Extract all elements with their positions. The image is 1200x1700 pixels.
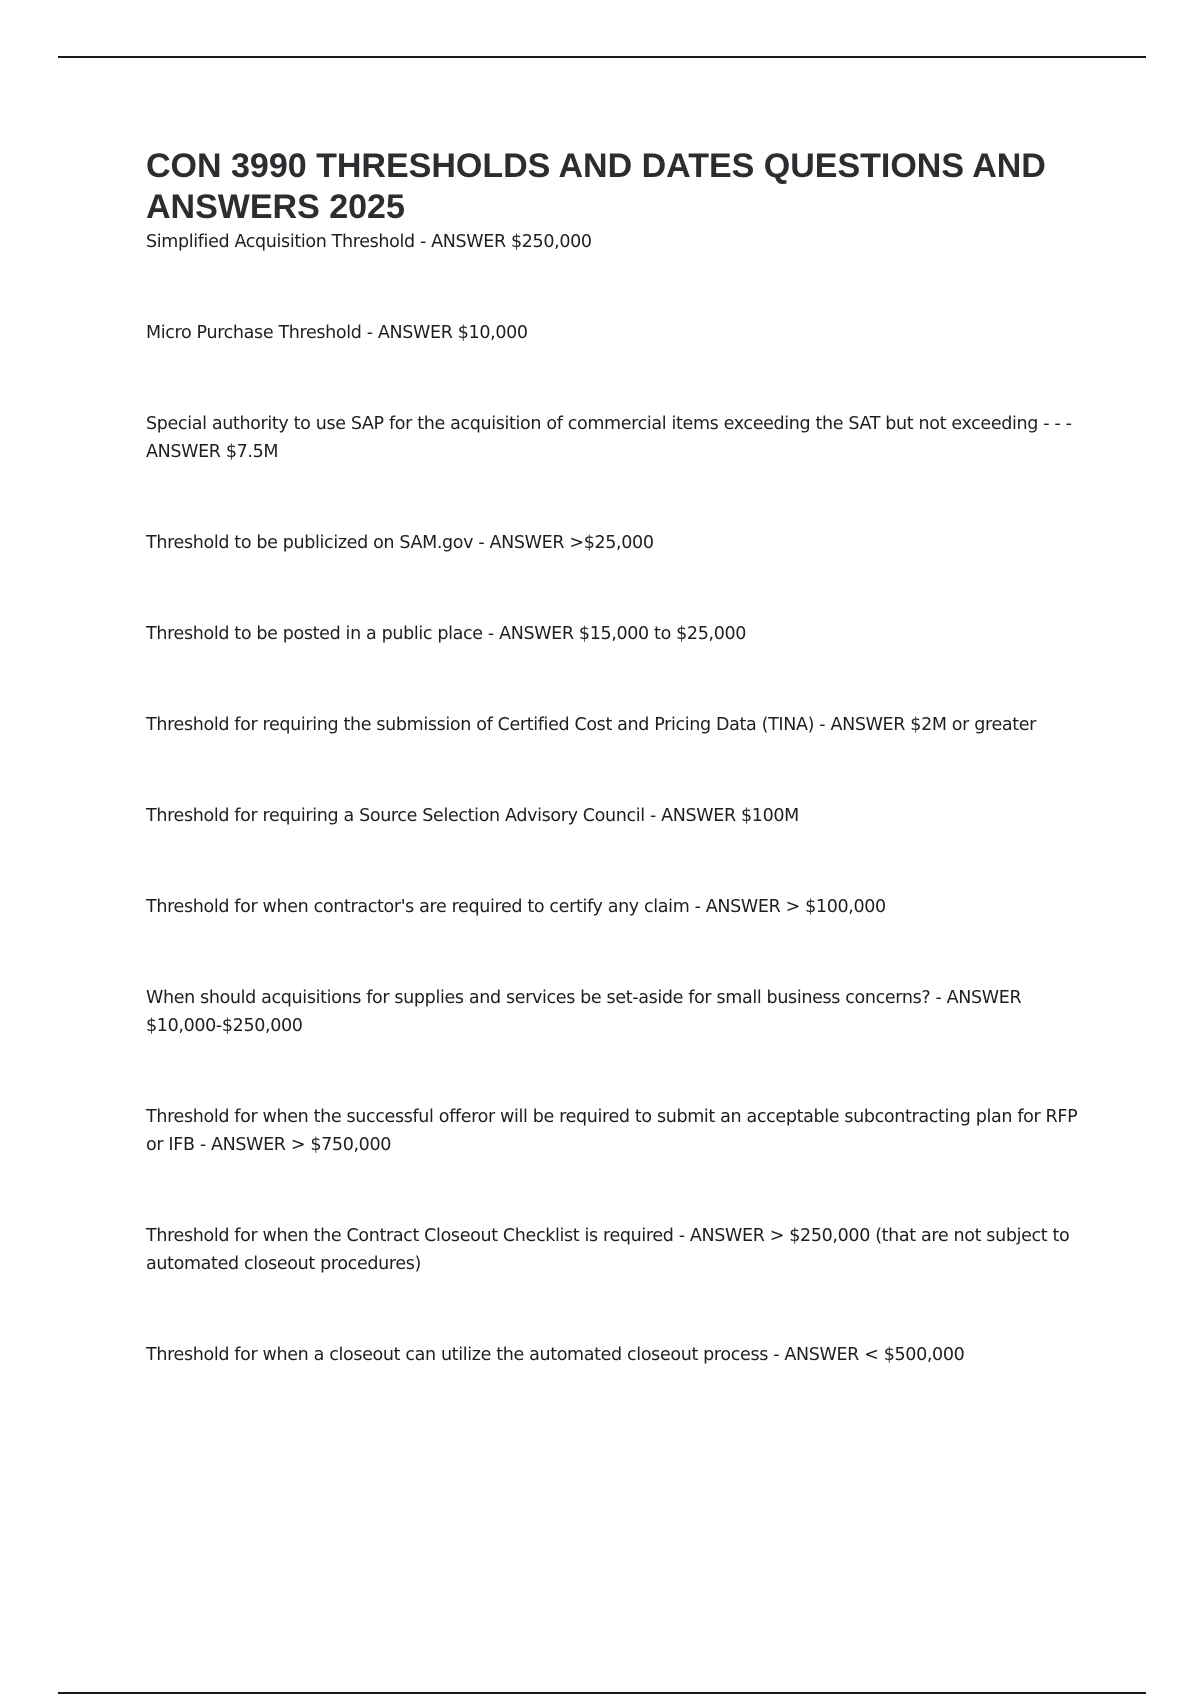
question-text: Special authority to use SAP for the acquisition of commercial items exceeding the SAT but not exceeding - -: [146, 414, 1061, 434]
qa-item: [146, 984, 1096, 1040]
question-text: Threshold for when the successful offeror will be required to submit an acceptable subcontracting plan for RFP or IFB: [146, 1107, 1078, 1155]
qa-item: [146, 711, 1096, 739]
answer-text: $2M or greater: [910, 715, 1037, 735]
question-text: Threshold for when contractor's are required to certify any claim: [146, 897, 690, 917]
document-body: [146, 146, 1096, 1369]
answer-separator: - ANSWER: [767, 1345, 865, 1365]
answer-separator: - ANSWER: [814, 715, 911, 735]
question-text: Micro Purchase Threshold: [146, 323, 362, 343]
answer-separator: - ANSWER: [414, 232, 511, 252]
answer-separator: - ANSWER: [930, 988, 1022, 1008]
qa-list: [146, 228, 1096, 1369]
question-text: Threshold for when the Contract Closeout Checklist is required: [146, 1226, 674, 1246]
answer-text: >$25,000: [569, 533, 654, 553]
qa-item: [146, 410, 1096, 466]
answer-text: > $750,000: [290, 1135, 392, 1155]
qa-item: [146, 1222, 1096, 1278]
answer-separator: - ANSWER: [361, 323, 458, 343]
answer-text: $250,000: [510, 232, 592, 252]
answer-text: > $100,000: [785, 897, 886, 917]
answer-separator: - ANSWER: [482, 624, 579, 644]
answer-text: < $500,000: [864, 1345, 965, 1365]
answer-text: $15,000 to $25,000: [578, 624, 747, 644]
bottom-rule: [58, 1692, 1146, 1694]
answer-text: $10,000: [457, 323, 528, 343]
question-text: Threshold to be posted in a public place: [146, 624, 483, 644]
qa-item: [146, 529, 1096, 557]
qa-item: [146, 1341, 1096, 1369]
answer-separator: - ANSWER: [673, 1226, 770, 1246]
qa-item: [146, 319, 1096, 347]
top-rule: [58, 56, 1146, 58]
document-title: CON 3990 THRESHOLDS AND DATES QUESTIONS AND ANSWERS 2025: [146, 147, 1046, 226]
answer-text: $100M: [741, 806, 799, 826]
qa-item: [146, 620, 1096, 648]
answer-separator: - ANSWER: [473, 533, 570, 553]
answer-separator: - ANSWER: [644, 806, 741, 826]
question-text: When should acquisitions for supplies and services be set-aside for small business concerns?: [146, 988, 931, 1008]
answer-separator: - ANSWER: [194, 1135, 291, 1155]
question-text: Threshold to be publicized on SAM.gov: [146, 533, 474, 553]
question-text: Simplified Acquisition Threshold: [146, 232, 415, 252]
answer-text: $10,000-$250,000: [146, 1016, 303, 1036]
answer-text: $7.5M: [225, 442, 279, 462]
answer-text: > $250,000 (that are not subject to automated closeout procedures): [146, 1226, 1070, 1274]
answer-separator: - ANSWER: [146, 414, 1072, 462]
question-text: Threshold for requiring a Source Selection Advisory Council: [146, 806, 645, 826]
qa-item: [146, 802, 1096, 830]
qa-item: [146, 228, 1096, 256]
qa-item: [146, 1103, 1096, 1159]
answer-separator: - ANSWER: [689, 897, 786, 917]
question-text: Threshold for when a closeout can utilize the automated closeout process: [146, 1345, 768, 1365]
qa-item: [146, 893, 1096, 921]
question-text: Threshold for requiring the submission of Certified Cost and Pricing Data (TINA): [146, 715, 815, 735]
